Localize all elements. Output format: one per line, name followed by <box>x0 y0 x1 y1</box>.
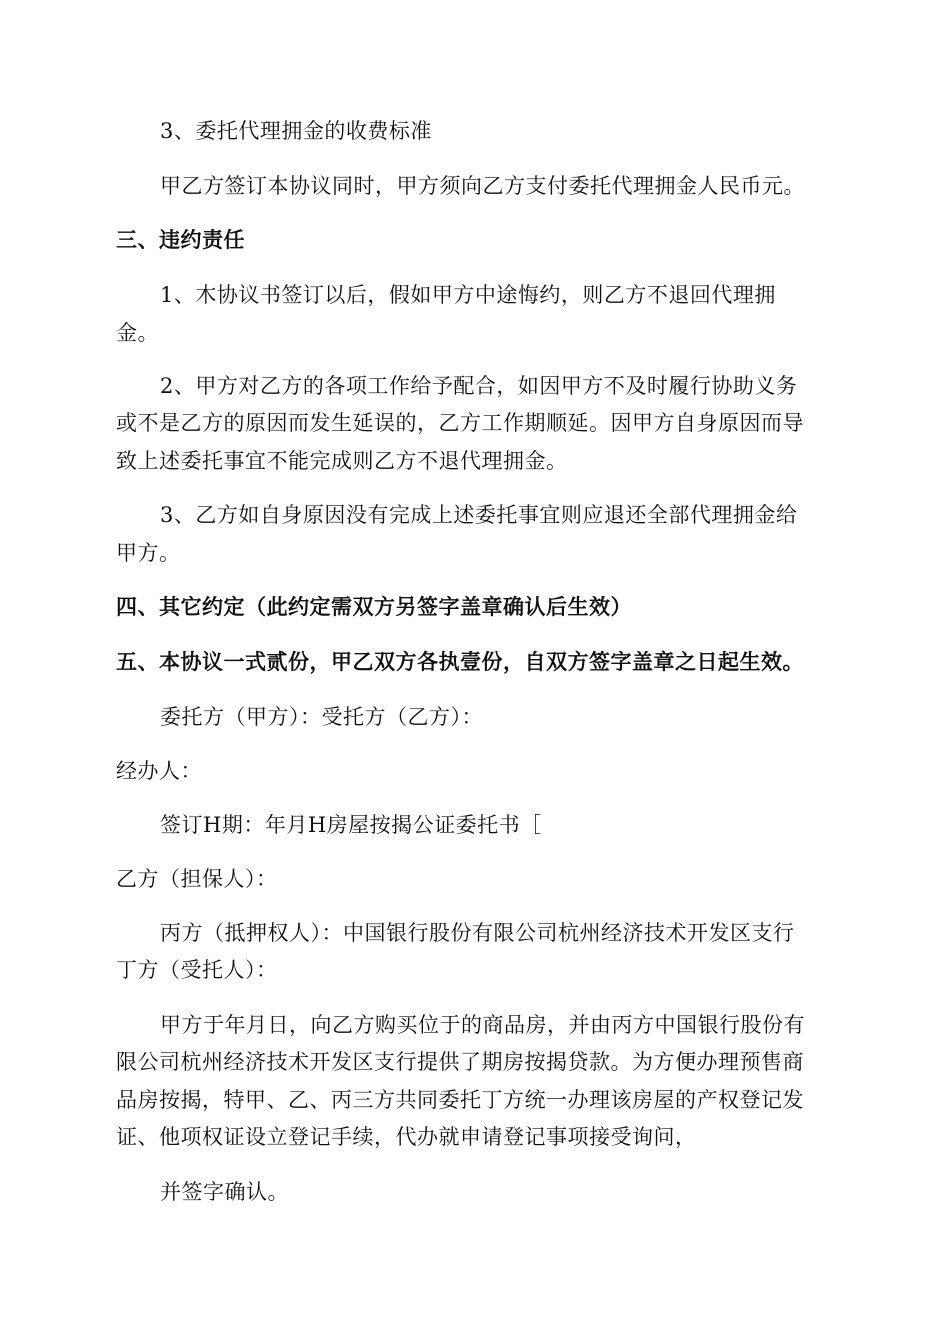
entrustment-paragraph-line-3: 品房按揭，特甲、乙、丙三方共同委托丁方统一办理该房屋的产权登记发 <box>116 1088 804 1112</box>
breach-clause-2-line-1: 2、甲方对乙方的各项工作给予配合，如因甲方不及时履行协助义务 <box>160 374 798 398</box>
clause-3-fee-standard: 3、委托代理拥金的收费标准 <box>160 119 432 143</box>
breach-clause-2-line-2: 或不是乙方的原因而发生延误的，乙方工作期顺延。因甲方自身原因而导 <box>116 411 804 435</box>
paragraph-fee-payment: 甲乙方签订本协议同时，甲方须向乙方支付委托代理拥金人民币元。 <box>160 174 805 198</box>
breach-clause-3-line-2: 甲方。 <box>116 541 181 565</box>
section-heading-copies: 五、本协议一式贰份，甲乙双方各执壹份，自双方签字盖章之日起生效。 <box>116 649 804 674</box>
party-b-guarantor-line: 乙方（担保人）： <box>116 867 278 891</box>
breach-clause-1-line-1: 1、木协议书签订以后，假如甲方中途悔约，则乙方不退回代理拥 <box>160 283 776 307</box>
breach-clause-1-line-2: 金。 <box>116 321 159 345</box>
signature-parties-line: 委托方（甲方）：受托方（乙方）： <box>160 705 483 729</box>
party-d-trustee-line: 丁方（受托人）： <box>116 958 278 982</box>
handler-line: 经办人： <box>116 759 202 783</box>
signing-date-line: 签订H期：年月H房屋按揭公证委托书［ <box>160 813 542 837</box>
entrustment-paragraph-line-2: 限公司杭州经济技术开发区支行提供了期房按揭贷款。为方便办理预售商 <box>116 1050 804 1074</box>
party-c-mortgagee-line: 丙方（抵押权人）：中国银行股份有限公司杭州经济技术开发区支行 <box>160 921 795 945</box>
entrustment-paragraph-line-4: 证、他项权证设立登记手续，代办就申请登记事项接受询问， <box>116 1125 697 1149</box>
breach-clause-3-line-1: 3、乙方如自身原因没有完成上述委托事宜则应退还全部代理拥金给 <box>160 503 798 527</box>
entrustment-paragraph-line-1: 甲方于年月日，向乙方购买位于的商品房，并由丙方中国银行股份有 <box>160 1013 805 1037</box>
breach-clause-2-line-3: 致上述委托事宜不能完成则乙方不退代理拥金。 <box>116 449 568 473</box>
confirmation-line: 并签字确认。 <box>160 1180 289 1204</box>
section-heading-breach: 三、违约责任 <box>116 227 245 252</box>
section-heading-other-terms: 四、其它约定（此约定需双方另签字盖章确认后生效） <box>116 594 632 619</box>
